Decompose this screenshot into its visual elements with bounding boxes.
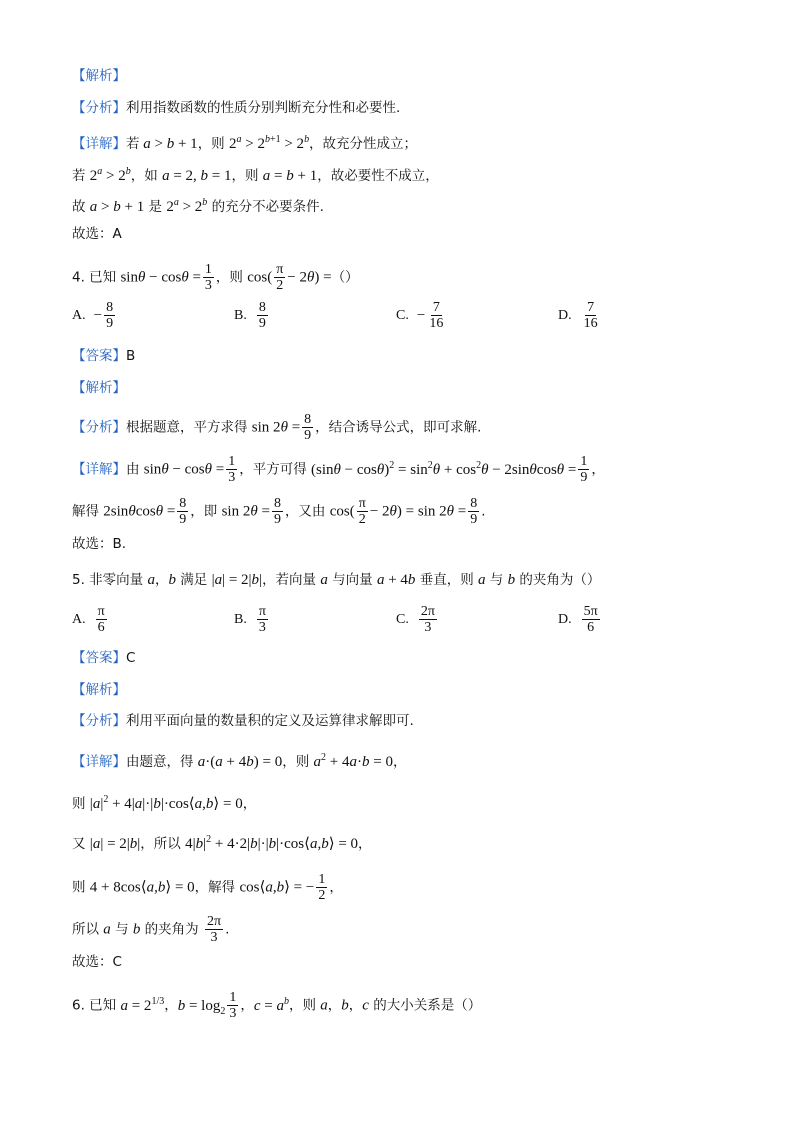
xiangjie-line-1: 【详解】若 a > b + 1，则 $2^a > 2^{b+1} > 2^b$，故充分性成立； <box>72 134 418 152</box>
block3-line-2: 若 $2^a > 2^b$，如 a = 2, b = 1，则 a = b + 1，故必要性不成立， <box>72 166 439 184</box>
q5-line-3: 又 |a| = 2|b|，所以 $4|b|^2$ + 4·2|b|·|b|·cos⟨a,b⟩ = 0， <box>72 834 372 852</box>
q5-fenxi: 【分析】利用平面向量的数量积的定义及运算律求解即可. <box>72 713 414 729</box>
jiexi-header-1: 【解析】 <box>72 68 126 84</box>
q5-line-4: 则 4 + 8cos⟨a,b⟩ = 0，解得 cos⟨a,b⟩ = − $\frac{1}{2}$ ， <box>72 872 343 903</box>
block3-line-3: 故 a > b + 1 是 $2^a > 2^b$ 的充分不必要条件. <box>72 197 324 215</box>
q4-option-b: B. $\frac{8}{9}$ <box>234 300 266 331</box>
q4-option-c: C. − $\frac{7}{16}$ <box>396 300 444 331</box>
q4-xiangjie-1: 【详解】由 sinθ − cosθ = $\frac{1}{3}$ ，平方可得 $(\sin\theta - \cos\theta)^2 = \sin^2\theta + \cos^2\theta - 2\sin\theta\cos\theta$ = $\frac{1}{9}$ ， <box>72 454 605 485</box>
q5-option-c: C. $\frac{2\pi}{3}$ <box>396 604 435 635</box>
q5-answer: 【答案】C <box>72 650 136 666</box>
q4-xiangjie-2: 解得 2sinθcosθ = $\frac{8}{9}$ ，即 sin 2θ = $\frac{8}{9}$ ，又由 cos( $\frac{\pi}{2}$ − 2θ) = sin 2θ = $\frac{8}{9}$ . <box>72 496 486 527</box>
q5-option-d: D. $\frac{5\pi}{6}$ <box>558 604 598 635</box>
q5-line-5: 所以 a 与 b 的夹角为 $\frac{2\pi}{3}$ . <box>72 914 230 945</box>
q5-xiangjie-1: 【详解】由题意，得 a·(a + 4b) = 0，则 $a^2 + 4a\cdot b = 0$， <box>72 752 407 770</box>
q5-line-2: 则 $|a|^2$ + 4|a|·|b|·cos⟨a,b⟩ = 0， <box>72 794 257 812</box>
q5-result: 故选：C <box>72 954 122 970</box>
q4-stem: 4. 已知 sinθ − cosθ = $\frac{1}{3}$ ，则 cos( $\frac{\pi}{2}$ − 2θ) =（） <box>72 262 359 293</box>
q5-option-a: A. $\frac{\pi}{6}$ <box>72 604 105 635</box>
jiexi-header-3: 【解析】 <box>72 682 126 698</box>
jiexi-header-2: 【解析】 <box>72 380 126 396</box>
fenxi-line-1: 【分析】利用指数函数的性质分别判断充分性和必要性. <box>72 100 401 116</box>
q5-stem: 5. 非零向量 a，b 满足 |a| = 2|b|，若向量 a 与向量 a + 4b 垂直，则 a 与 b 的夹角为（） <box>72 572 601 588</box>
q4-option-a: A. − $\frac{8}{9}$ <box>72 300 114 331</box>
q6-stem: 6. 已知 $a = 2^{1/3}$，$b = \log_2$ $\frac{1}{3}$ ，$c = a^b$，则 a，b，c 的大小关系是（） <box>72 990 482 1021</box>
q4-result: 故选：B. <box>72 536 127 552</box>
q4-option-d: D. $\frac{7}{16}$ <box>558 300 598 331</box>
block3-result: 故选：A <box>72 226 122 242</box>
q4-answer: 【答案】B <box>72 348 136 364</box>
q4-fenxi: 【分析】根据题意，平方求得 sin 2θ = $\frac{8}{9}$ ，结合诱导公式，即可求解. <box>72 412 482 443</box>
q5-option-b: B. $\frac{\pi}{3}$ <box>234 604 266 635</box>
